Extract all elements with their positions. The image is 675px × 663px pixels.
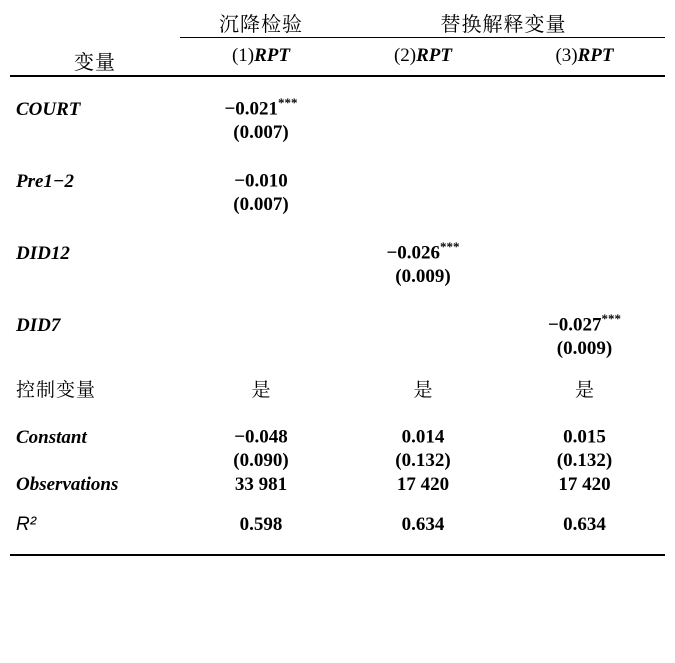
header-col-2-number: (2) — [393, 45, 417, 66]
std-error: (0.007) — [233, 122, 289, 144]
std-error: (0.009) — [556, 338, 613, 360]
header-group-row — [10, 8, 665, 38]
table-row — [10, 514, 665, 554]
row-label-observations: Observations — [16, 473, 119, 495]
header-col-1-dep: RPT — [254, 45, 291, 66]
cell-did7-2 — [342, 303, 504, 375]
cell-court-1 — [180, 87, 342, 159]
header-col-3-number: (3) — [555, 45, 578, 66]
cell-did12-3 — [504, 231, 665, 303]
row-label-constant: Constant — [16, 427, 87, 448]
std-error: (0.132) — [395, 450, 451, 472]
regression-table — [10, 8, 665, 556]
row-label-did12: DID12 — [16, 243, 70, 264]
cell-constant-3 — [504, 415, 665, 474]
cell-r2-1: 0.598 — [239, 513, 283, 535]
header-col-1-number: (1) — [231, 45, 255, 66]
significance-stars: *** — [601, 311, 622, 326]
cell-observations-2: 17 420 — [396, 473, 450, 495]
std-error: (0.132) — [556, 450, 613, 472]
coef-value: −0.027*** — [547, 311, 622, 336]
header-col-3 — [504, 38, 665, 77]
cell-did7-3 — [504, 303, 665, 375]
table-row — [10, 474, 665, 514]
cell-controls-1: 是 — [251, 380, 271, 401]
table-row — [10, 415, 665, 474]
cell-r2-3: 0.634 — [563, 513, 606, 535]
coef-value: 0.014 — [401, 426, 445, 448]
cell-controls-3: 是 — [574, 380, 594, 401]
table-header — [10, 8, 665, 87]
cell-pre12-2 — [342, 159, 504, 231]
cell-constant-2 — [342, 415, 504, 474]
row-label-pre12: Pre1−2 — [16, 171, 74, 192]
cell-constant-1 — [180, 415, 342, 474]
bottom-rule-row — [10, 554, 665, 555]
coef-value: −0.048 — [234, 426, 288, 448]
table-row — [10, 87, 665, 159]
row-label-did7: DID7 — [16, 315, 61, 336]
coef-value: −0.026*** — [386, 239, 460, 264]
cell-court-3 — [504, 87, 665, 159]
row-label-controls: 控制变量 — [16, 380, 97, 401]
coef-value: −0.021*** — [224, 95, 298, 120]
cell-did12-1 — [180, 231, 342, 303]
table-body — [10, 87, 665, 555]
header-group-2: 替换解释变量 — [342, 8, 665, 38]
cell-r2-2: 0.634 — [401, 513, 445, 535]
cell-observations-1: 33 981 — [234, 473, 288, 495]
header-col-3-dep: RPT — [577, 45, 614, 66]
cell-court-2 — [342, 87, 504, 159]
std-error: (0.090) — [233, 450, 289, 472]
significance-stars: *** — [440, 239, 460, 254]
significance-stars: *** — [278, 95, 298, 110]
cell-pre12-3 — [504, 159, 665, 231]
coef-value: −0.010 — [234, 170, 288, 192]
cell-did12-2 — [342, 231, 504, 303]
row-label-r2: R² — [16, 513, 37, 535]
coef-value: 0.015 — [563, 426, 606, 448]
header-spacer-row — [10, 77, 665, 87]
table-row — [10, 375, 665, 415]
cell-observations-3: 17 420 — [558, 473, 611, 495]
header-variable-label: 变量 — [74, 52, 116, 74]
row-label-court: COURT — [16, 99, 81, 120]
table-row — [10, 159, 665, 231]
std-error: (0.009) — [395, 266, 451, 288]
header-col-2-dep: RPT — [416, 45, 453, 66]
header-col-1 — [180, 38, 342, 77]
cell-did7-1 — [180, 303, 342, 375]
table-row — [10, 231, 665, 303]
cell-controls-2: 是 — [413, 380, 433, 401]
std-error: (0.007) — [233, 194, 289, 216]
cell-pre12-1 — [180, 159, 342, 231]
header-col-2 — [342, 38, 504, 77]
header-group-1: 沉降检验 — [180, 8, 342, 38]
table-row — [10, 303, 665, 375]
